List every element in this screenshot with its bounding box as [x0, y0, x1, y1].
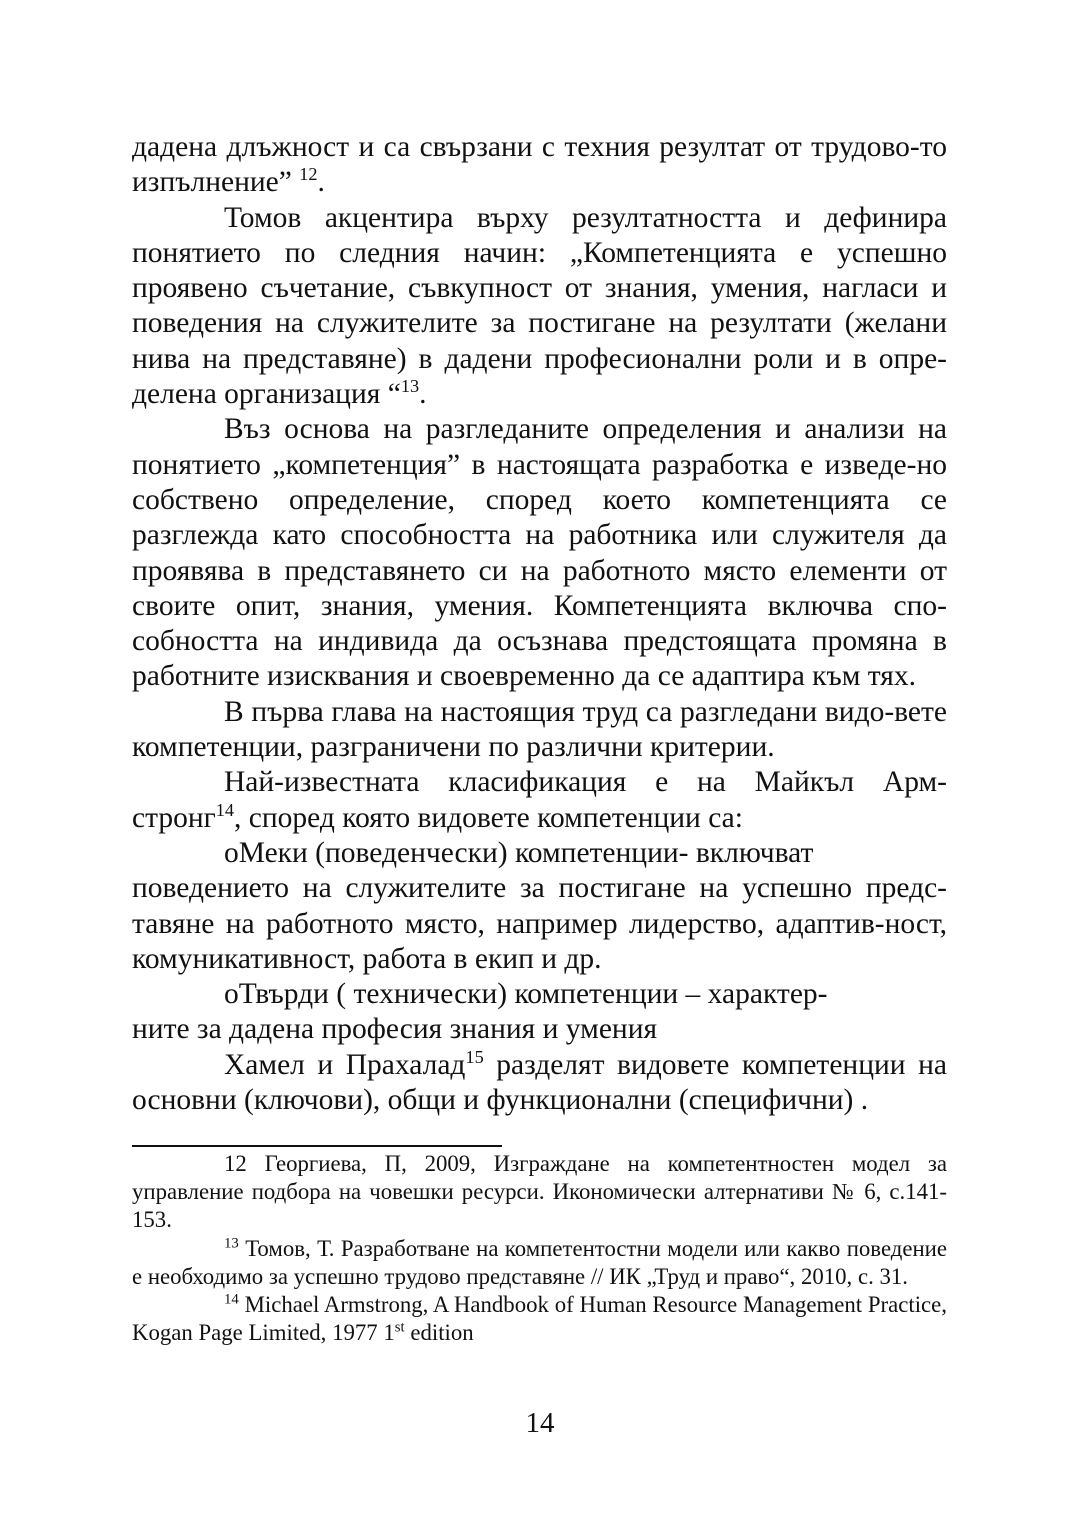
paragraph-text-end: разделят видовете компетенции на основни (ключови), общи и функционални (специфични) . — [132, 1048, 947, 1117]
footnote-ref-14[interactable]: 14 — [215, 799, 235, 820]
footnote-number: 13 — [224, 1235, 239, 1252]
paragraph-text: Томов акцентира върху резултатността и дефинира понятието по следния начин: „Компетенцията е успешно проявено съчетание, съвкупност от знания, умения, нагласи и поведения на служителите за постигане на резултати (желани нива на представяне) в дадени професионални роли и в опре-делена организация “ — [132, 201, 947, 411]
paragraph-tomov — [132, 201, 947, 413]
bullet-mark: o — [224, 836, 239, 869]
footnote-14 — [132, 1291, 947, 1347]
paragraph-armstrong — [132, 765, 947, 836]
paragraph-text: Хамел и Прахалад — [224, 1048, 466, 1081]
bullet-lead-text: Твърди ( технически) компетенции – характер- — [238, 978, 828, 1011]
paragraph-text-end: . — [317, 166, 325, 199]
bullet-hard-competencies — [132, 977, 947, 1012]
body-text — [132, 130, 947, 1118]
paragraph-text: Най-известната класификация е на Майкъл Арм-стронг — [132, 766, 947, 834]
paragraph-text: дадена длъжност и са свързани с техния резултат от трудово-то изпълнение” — [132, 131, 947, 199]
paragraph-text-end: . — [419, 378, 427, 411]
ordinal-suffix: st — [394, 1319, 405, 1336]
footnote-number: 14 — [224, 1291, 239, 1308]
bullet-mark: o — [224, 978, 239, 1011]
footnote-separator — [132, 1145, 502, 1147]
bullet-lead-text: Меки (поведенчески) компетенции- включват — [238, 836, 814, 869]
bullet-soft-competencies — [132, 836, 947, 871]
bullet-soft-competencies-continuation: поведението на служителите за постигане на успешно предс-тавяне на работното място, например лидерство, адаптив-ност, комуникативност, работа в екип и др. — [132, 872, 947, 975]
footnote-ref-13[interactable]: 13 — [400, 376, 420, 397]
footnote-13 — [132, 1235, 947, 1291]
footnote-ref-12[interactable]: 12 — [299, 164, 318, 185]
footnote-text: Michael Armstrong, A Handbook of Human Resource Management Practice, Kogan Page Limited, 1977 1 — [132, 1292, 947, 1346]
bullet-hard-competencies-continuation: ните за дадена професия знания и умения — [132, 1013, 658, 1046]
page-number: 14 — [525, 1407, 555, 1439]
footnote-ref-15[interactable]: 15 — [465, 1046, 484, 1067]
paragraph-text-end: , според която видовете компетенции са: — [234, 801, 743, 834]
footnote-12: 12 Георгиева, П, 2009, Изграждане на компетентностен модел за управление подбора на човешки ресурси. Икономически алтернативи № 6, с.141-153. — [132, 1151, 947, 1233]
footnote-text: Томов, Т. Разработване на компетентостни модели или какво поведение е необходимо за успешно трудово представяне // ИК „Труд и право“, 2010, с. 31. — [132, 1235, 947, 1289]
paragraph-continuation — [132, 130, 947, 201]
paragraph-hamel-prahalad — [132, 1048, 947, 1119]
footnote-text-end: edition — [404, 1320, 474, 1346]
paragraph-definition: Въз основа на разгледаните определения и анализи на понятието „компетенция” в настоящата разработка е изведе-но собствено определение, според което компетенцията се разглежда като способността на работника или служителя да проявява в представянето си на работното място елементи от своите опит, знания, умения. Компетенцията включва спо-собността на индивида да осъзнава предстоящата промяна в работните изисквания и своевременно да се адаптира към тях. — [132, 413, 947, 693]
footnotes — [132, 1150, 947, 1347]
paragraph-chapter-one: В първа глава на настоящия труд са разгледани видо-вете компетенции, разграничени по различни критерии. — [132, 695, 947, 764]
